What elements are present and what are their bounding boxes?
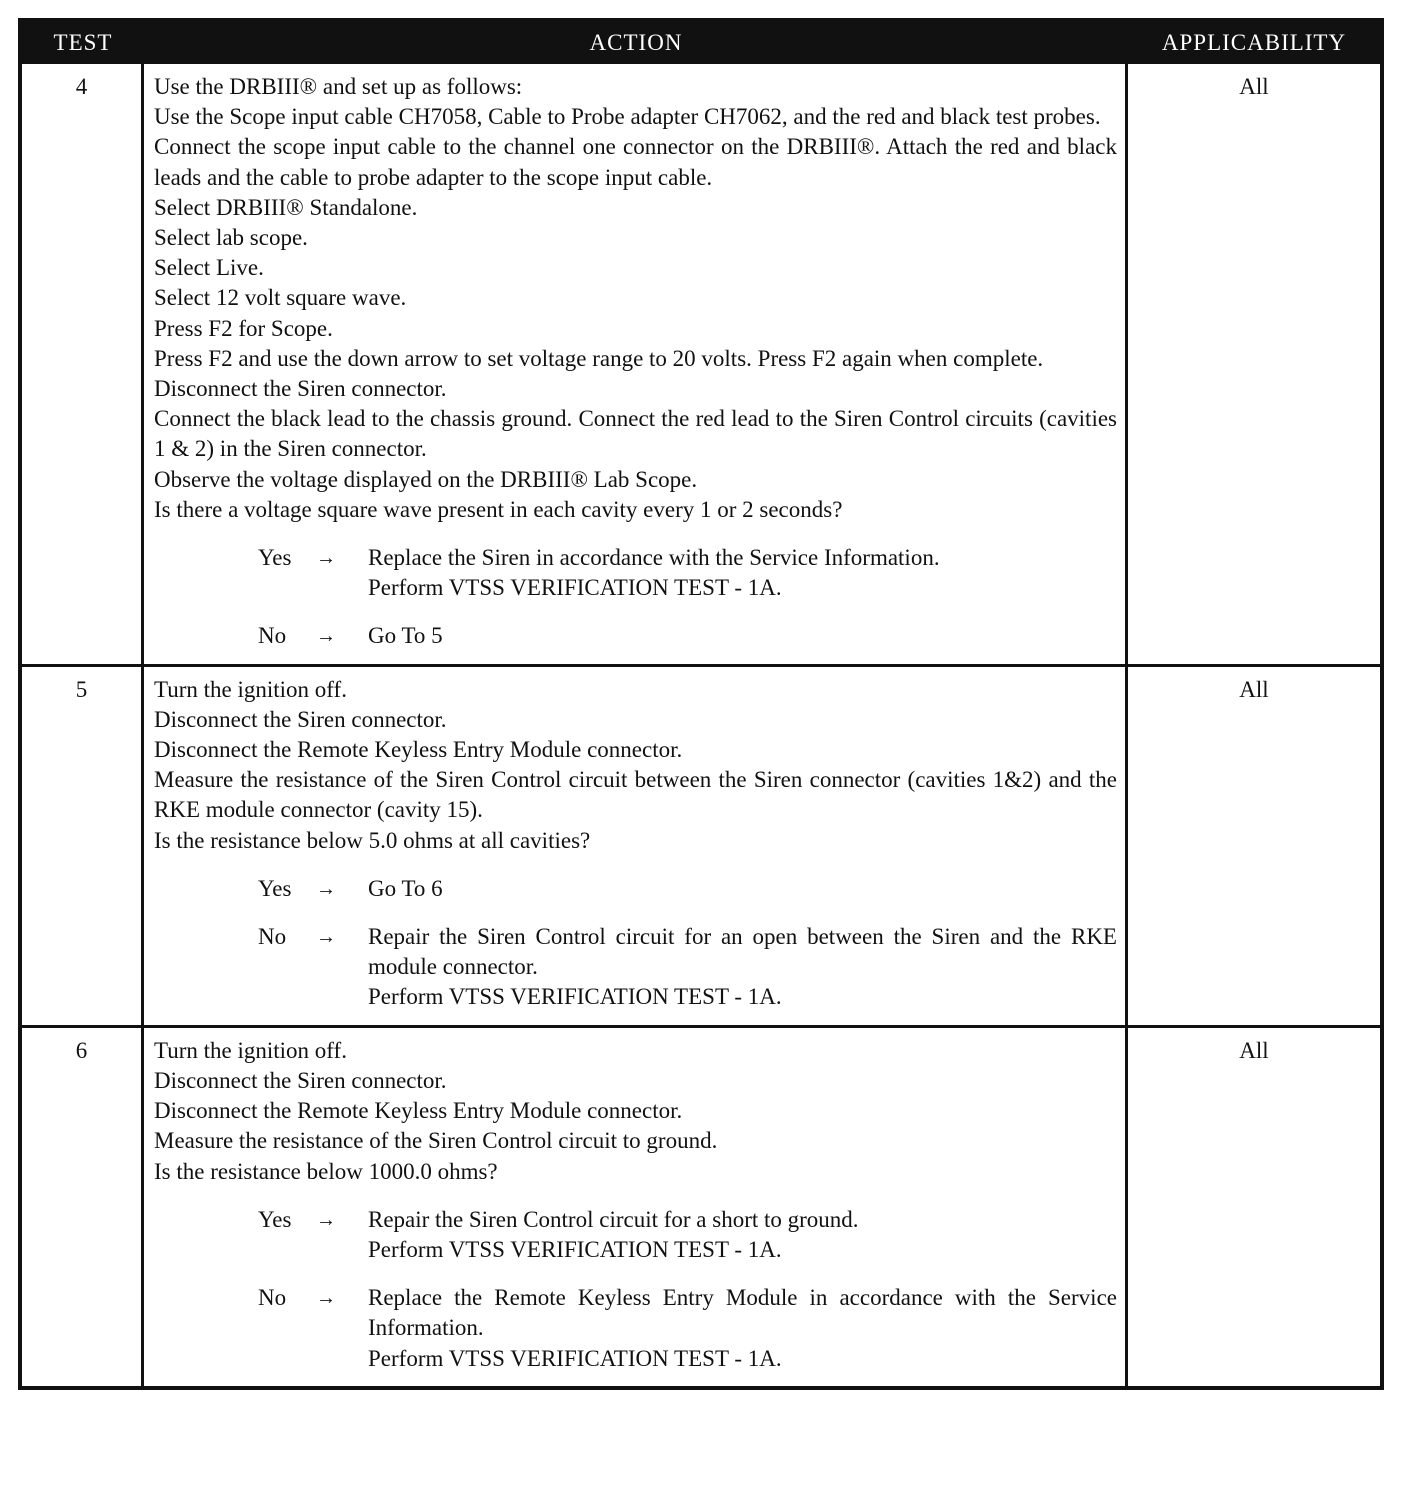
result-answer: No: [258, 1285, 287, 1311]
outcome-line: Repair the Siren Control circuit for a short to ground.: [368, 1206, 859, 1232]
outcome-line: Replace the Remote Keyless Entry Module in accordance with the Service Information.: [368, 1285, 1117, 1341]
action-step: Select lab scope.: [154, 225, 308, 251]
action-step: Press F2 for Scope.: [154, 315, 333, 341]
action-step: Is there a voltage square wave present in each cavity every 1 or 2 seconds?: [154, 496, 843, 522]
action-step: Observe the voltage displayed on the DRBIII® Lab Scope.: [154, 466, 698, 492]
outcome-line: Perform VTSS VERIFICATION TEST - 1A.: [368, 1345, 782, 1371]
action-step: Disconnect the Remote Keyless Entry Module connector.: [154, 1098, 683, 1124]
result-answer: No: [258, 924, 287, 950]
result-outcome: [368, 543, 1117, 603]
diagnostic-table: [18, 18, 1384, 1390]
action-step: Turn the ignition off.: [154, 1037, 347, 1063]
action-step: Disconnect the Siren connector.: [154, 706, 447, 732]
header-test: TEST: [53, 30, 113, 55]
result-item: [154, 621, 1117, 651]
test-number: 5: [22, 667, 144, 1025]
result-item: [154, 1205, 1117, 1265]
table-body: [22, 64, 1380, 1386]
arrow-right-icon: →: [316, 926, 336, 949]
outcome-line: Perform VTSS VERIFICATION TEST - 1A.: [368, 1236, 782, 1262]
outcome-line: Repair the Siren Control circuit for an open between the Siren and the RKE module connector.: [368, 924, 1117, 980]
action-step: Select 12 volt square wave.: [154, 285, 407, 311]
action-step: Disconnect the Siren connector.: [154, 1067, 447, 1093]
outcome-line: Go To 5: [368, 623, 443, 649]
result-outcome: [368, 1205, 1117, 1265]
action-cell: [144, 1028, 1128, 1386]
arrow-right-icon: →: [316, 1208, 336, 1231]
result-answer: Yes: [258, 545, 292, 571]
result-outcome: [368, 922, 1117, 1013]
result-outcome: [368, 1283, 1117, 1374]
applicability-cell: All: [1239, 1037, 1269, 1063]
table-row: [22, 64, 1380, 664]
result-item: [154, 1283, 1117, 1374]
outcome-line: Replace the Siren in accordance with the Service Information.: [368, 545, 940, 571]
table-row: [22, 664, 1380, 1025]
result-outcome: [368, 621, 1117, 651]
action-step: Use the Scope input cable CH7058, Cable to Probe adapter CH7062, and the red and black test probes.: [154, 104, 1101, 130]
arrow-right-icon: →: [316, 1287, 336, 1310]
header-applicability: APPLICABILITY: [1161, 30, 1347, 55]
result-item: [154, 922, 1117, 1013]
table-row: [22, 1025, 1380, 1386]
result-item: [154, 874, 1117, 904]
result-list: [154, 874, 1117, 1013]
result-answer: Yes: [258, 875, 292, 901]
table-header: [22, 22, 1380, 64]
action-step: Press F2 and use the down arrow to set voltage range to 20 volts. Press F2 again when complete.: [154, 345, 1044, 371]
action-step: Connect the scope input cable to the channel one connector on the DRBIII®. Attach the red and black leads and the cable to probe adapter to the scope input cable.: [154, 134, 1117, 190]
test-number: 4: [22, 64, 144, 664]
result-outcome: [368, 874, 1117, 904]
action-step: Is the resistance below 5.0 ohms at all cavities?: [154, 827, 591, 853]
outcome-line: Go To 6: [368, 875, 443, 901]
action-step: Select Live.: [154, 255, 264, 281]
action-cell: [144, 667, 1128, 1025]
arrow-right-icon: →: [316, 547, 336, 570]
action-step: Use the DRBIII® and set up as follows:: [154, 74, 523, 99]
header-action: ACTION: [589, 30, 683, 55]
action-cell: [144, 64, 1128, 664]
result-item: [154, 543, 1117, 603]
action-step: Select DRBIII® Standalone.: [154, 194, 418, 220]
result-answer: Yes: [258, 1206, 292, 1232]
action-step: Disconnect the Remote Keyless Entry Module connector.: [154, 737, 683, 763]
outcome-line: Perform VTSS VERIFICATION TEST - 1A.: [368, 575, 782, 601]
arrow-right-icon: →: [316, 877, 336, 900]
outcome-line: Perform VTSS VERIFICATION TEST - 1A.: [368, 984, 782, 1010]
action-step: Connect the black lead to the chassis ground. Connect the red lead to the Siren Control circuits (cavities 1 & 2) in the Siren connector.: [154, 406, 1117, 462]
action-step: Disconnect the Siren connector.: [154, 376, 447, 402]
result-list: [154, 543, 1117, 652]
action-step: Is the resistance below 1000.0 ohms?: [154, 1158, 498, 1184]
action-step: Measure the resistance of the Siren Control circuit between the Siren connector (cavities 1&2) and the RKE module connector (cavity 15).: [154, 767, 1117, 823]
result-answer: No: [258, 623, 287, 649]
action-step: Turn the ignition off.: [154, 676, 347, 702]
arrow-right-icon: →: [316, 625, 336, 648]
applicability-cell: All: [1239, 676, 1269, 702]
test-number: 6: [22, 1028, 144, 1386]
result-list: [154, 1205, 1117, 1374]
action-step: Measure the resistance of the Siren Control circuit to ground.: [154, 1128, 718, 1154]
applicability-cell: All: [1239, 74, 1269, 99]
